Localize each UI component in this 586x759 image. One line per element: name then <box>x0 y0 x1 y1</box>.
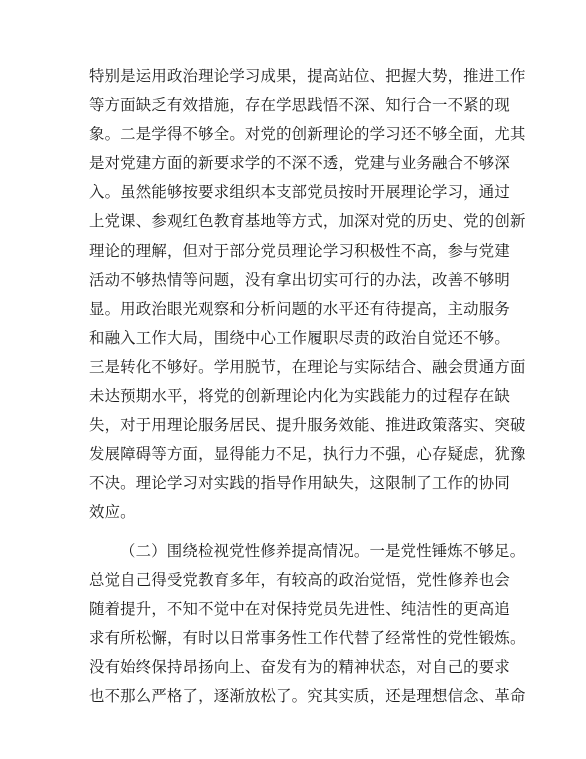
body-text <box>89 62 526 711</box>
text-line: 等方面缺乏有效措施，存在学思践悟不深、知行合一不紧的现 <box>89 96 510 115</box>
text-line: 象。二是学得不够全。对党的创新理论的学习还不够全面，尤其 <box>89 125 526 144</box>
text-line: 是对党建方面的新要求学的不深不透，党建与业务融合不够深 <box>89 154 510 173</box>
text-line: 显。用政治眼光观察和分析问题的水平还有待提高，主动服务 <box>89 299 510 318</box>
text-line: 失，对于用理论服务居民、提升服务效能、推进政策落实、突破 <box>89 416 526 435</box>
text-line: 三是转化不够好。学用脱节，在理论与实际结合、融会贯通方面 <box>89 357 526 376</box>
text-line: 总觉自己得受党教育多年，有较高的政治觉悟，党性修养也会 <box>89 570 510 589</box>
paragraph-gap <box>89 528 509 537</box>
paragraph-2 <box>89 537 526 712</box>
text-line: 未达预期水平，将党的创新理论内化为实践能力的过程存在缺 <box>89 387 510 406</box>
text-line: 上党课、参观红色教育基地等方式，加深对党的历史、党的创新 <box>89 212 526 231</box>
text-line: （二）围绕检视党性修养提高情况。一是党性锤炼不够足。 <box>120 541 526 560</box>
text-line: 入。虽然能够按要求组织本支部党员按时开展理论学习，通过 <box>89 183 510 202</box>
text-line: 求有所松懈，有时以日常事务性工作代替了经常性的党性锻炼。 <box>89 628 526 647</box>
text-line: 也不那么严格了，逐渐放松了。究其实质，还是理想信念、革命 <box>89 686 526 705</box>
text-line: 随着提升，不知不觉中在对保持党员先进性、纯洁性的更高追 <box>89 599 510 618</box>
paragraph-1 <box>89 62 526 528</box>
text-line: 没有始终保持昂扬向上、奋发有为的精神状态，对自己的要求 <box>89 657 510 676</box>
text-line: 效应。 <box>89 503 136 522</box>
text-line: 活动不够热情等问题，没有拿出切实可行的办法，改善不够明 <box>89 270 510 289</box>
text-line: 理论的理解，但对于部分党员理论学习积极性不高，参与党建 <box>89 241 510 260</box>
text-line: 发展障碍等方面，显得能力不足，执行力不强，心存疑虑，犹豫 <box>89 445 526 464</box>
text-line: 和融入工作大局，围绕中心工作履职尽责的政治自觉还不够。 <box>89 328 510 347</box>
text-line: 特别是运用政治理论学习成果，提高站位、把握大势，推进工作 <box>89 67 526 85</box>
text-line: 不决。理论学习对实践的指导作用缺失，这限制了工作的协同 <box>89 474 510 493</box>
